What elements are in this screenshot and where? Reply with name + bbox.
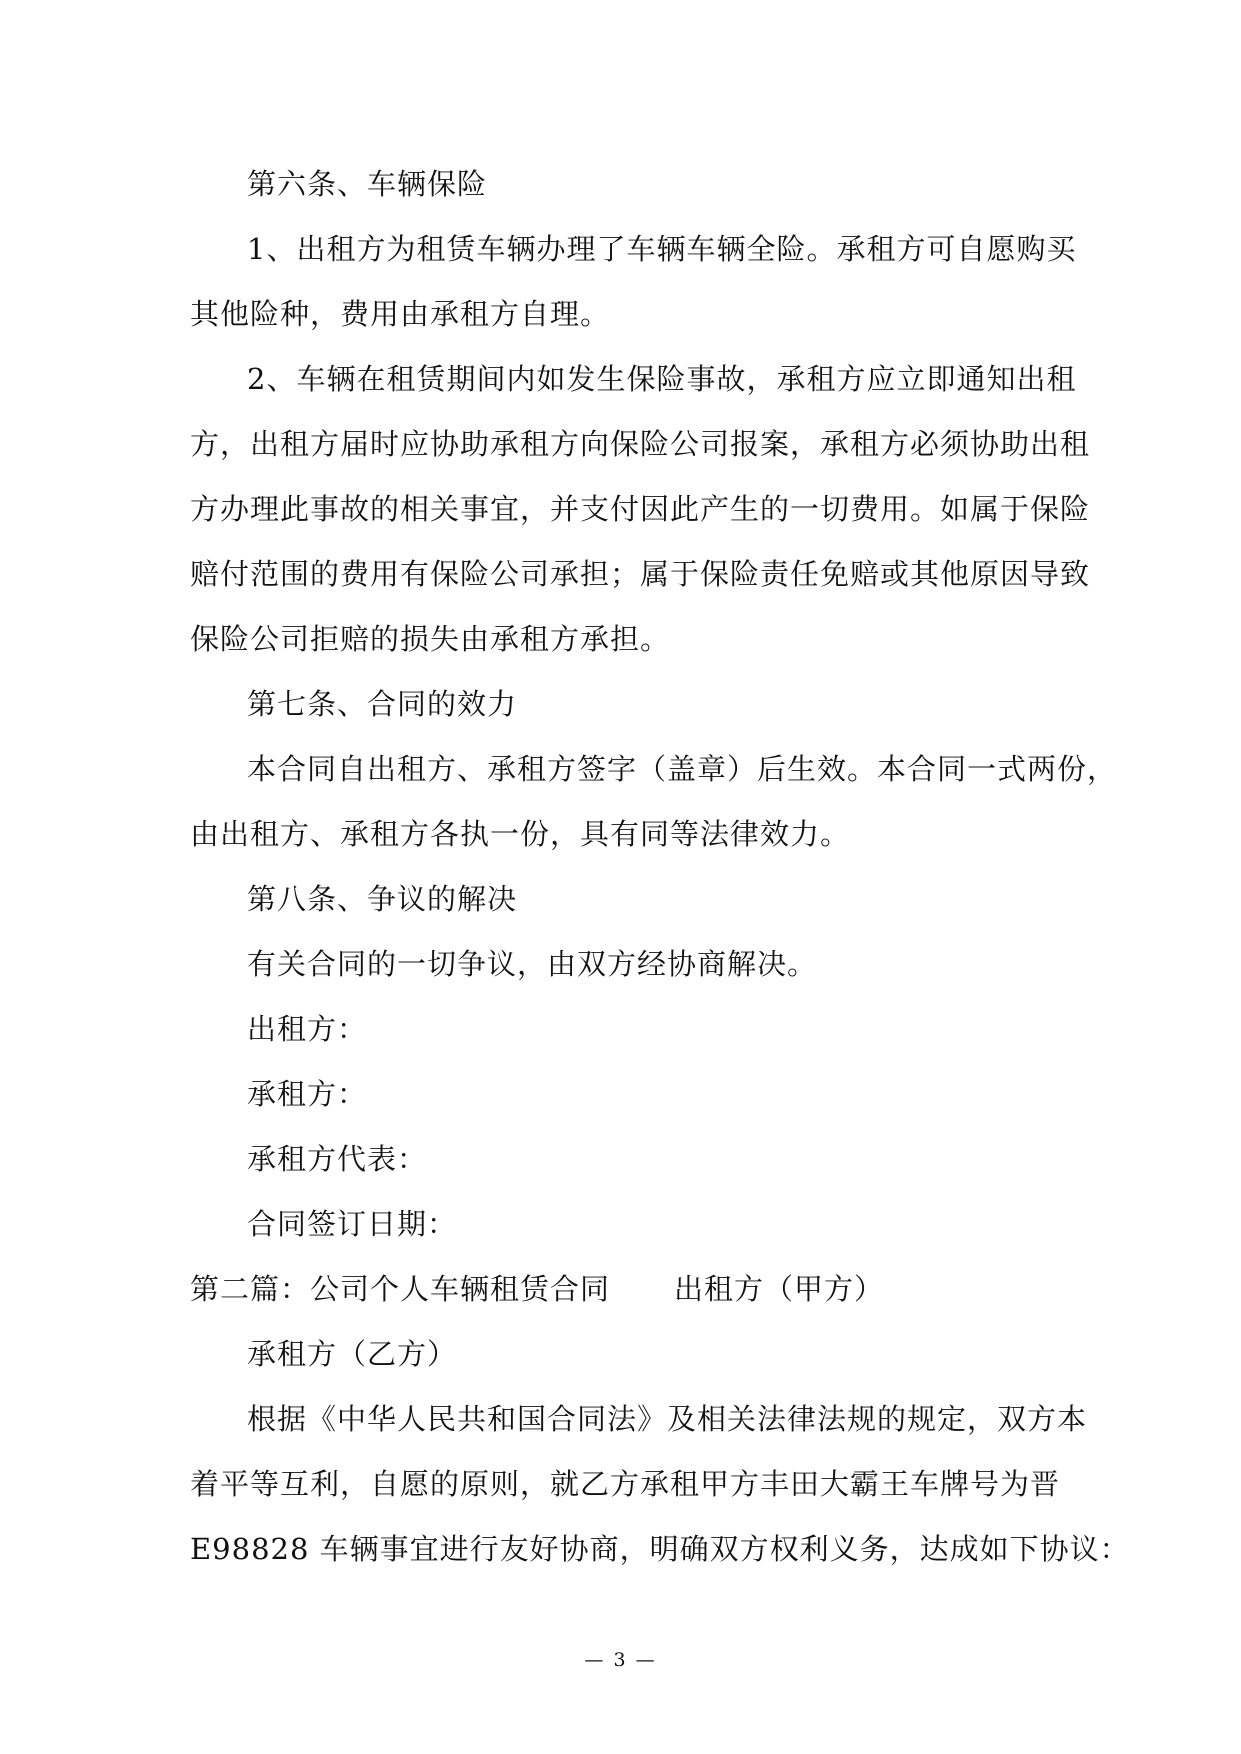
paragraph-line: 赔付范围的费用有保险公司承担；属于保险责任免赔或其他原因导致 (190, 557, 1091, 591)
paragraph-line: 1、出租方为租赁车辆办理了车辆车辆全险。承租方可自愿购买 (247, 232, 1077, 266)
paragraph-line: 2、车辆在租赁期间内如发生保险事故，承租方应立即通知出租 (247, 362, 1077, 396)
party-a-label: 出租方（甲方） (674, 1272, 885, 1306)
signature-lessor: 出租方： (247, 1012, 368, 1046)
paragraph-line: 方，出租方届时应协助承租方向保险公司报案，承租方必须协助出租 (190, 427, 1091, 461)
party-b-label: 承租方（乙方） (247, 1337, 458, 1371)
signature-lessee-representative: 承租方代表： (247, 1142, 428, 1176)
paragraph-line: 本合同自出租方、承租方签字（盖章）后生效。本合同一式两份， (247, 752, 1118, 786)
paragraph-line: 由出租方、承租方各执一份，具有同等法律效力。 (190, 817, 851, 851)
signature-date: 合同签订日期： (247, 1207, 458, 1241)
part-2-title-line (190, 1269, 884, 1309)
paragraph-line: 其他险种，费用由承租方自理。 (190, 297, 611, 331)
signature-lessee: 承租方： (247, 1077, 368, 1111)
paragraph-line: 方办理此事故的相关事宜，并支付因此产生的一切费用。如属于保险 (190, 492, 1091, 526)
paragraph-line: 保险公司拒赔的损失由承租方承担。 (190, 622, 671, 656)
article-8-heading: 第八条、争议的解决 (247, 882, 518, 916)
paragraph-line: 有关合同的一切争议，由双方经协商解决。 (247, 947, 818, 981)
article-7-heading: 第七条、合同的效力 (247, 687, 518, 721)
paragraph-line: 着平等互利，自愿的原则，就乙方承租甲方丰田大霸王车牌号为晋 (190, 1467, 1061, 1501)
paragraph-line: E98828 车辆事宜进行友好协商，明确双方权利义务，达成如下协议： (190, 1532, 1130, 1566)
paragraph-line: 根据《中华人民共和国合同法》及相关法律法规的规定，双方本 (247, 1402, 1088, 1436)
page-number: — 3 — (584, 1649, 657, 1671)
part-2-title: 第二篇：公司个人车辆租赁合同 (190, 1272, 611, 1306)
article-6-heading: 第六条、车辆保险 (247, 167, 488, 201)
